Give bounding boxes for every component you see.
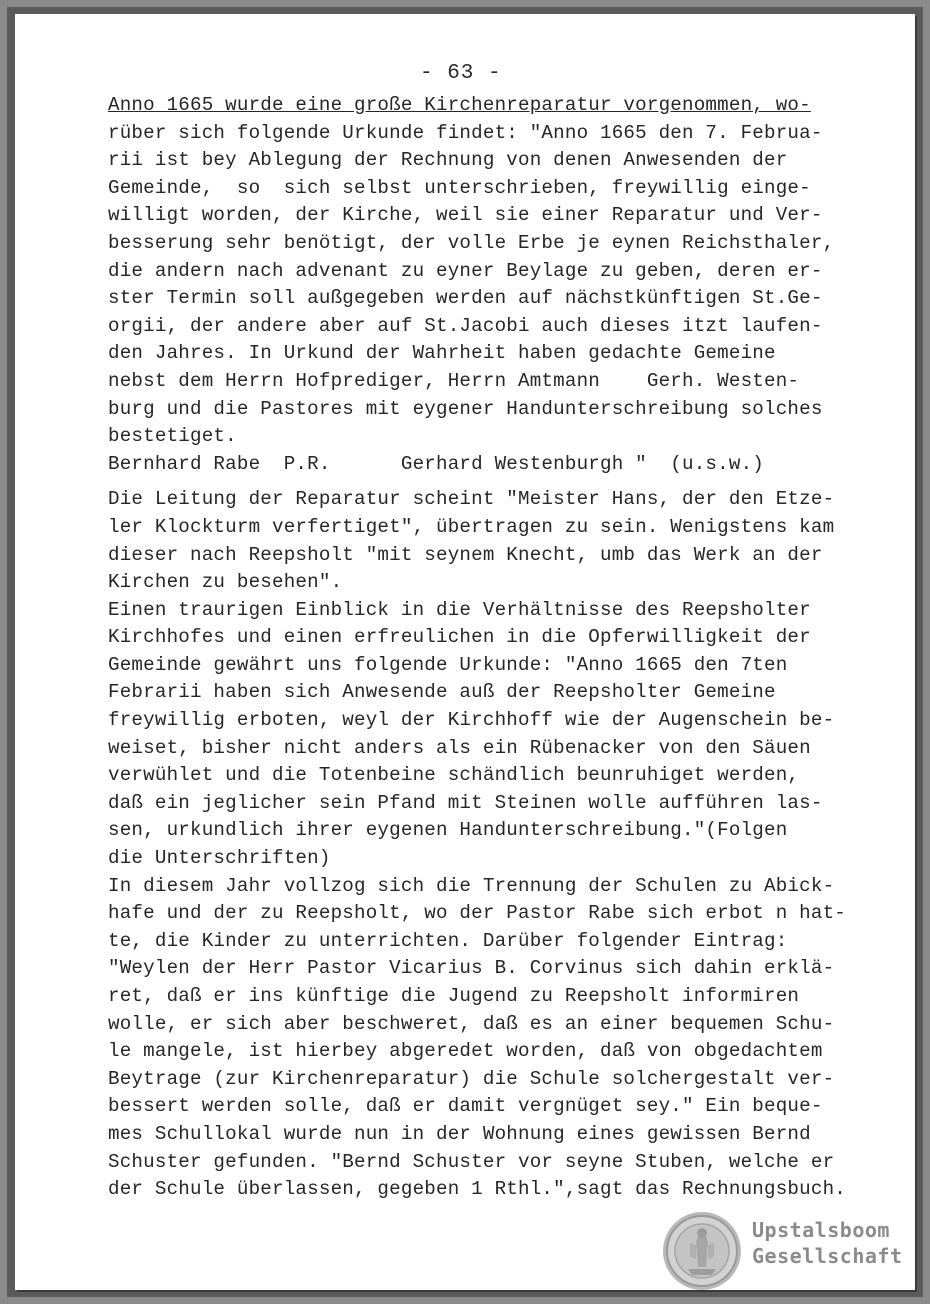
text-line: bestetiget. xyxy=(108,425,237,448)
text-line: wolle, er sich aber beschweret, daß es an einer bequemen Schu- xyxy=(108,1012,835,1035)
text-line: rüber sich folgende Urkunde findet: "Anno 1665 den 7. Februa- xyxy=(108,121,823,144)
text-line: "Weylen der Herr Pastor Vicarius B. Corvinus sich dahin erklä- xyxy=(108,957,835,980)
text-line: ler Klockturm verfertiget", übertragen zu sein. Wenigstens kam xyxy=(108,515,835,538)
text-line: burg und die Pastores mit eygener Handunterschreibung solches xyxy=(108,397,823,420)
text-line: die andern nach advenant zu eyner Beylage zu geben, deren er- xyxy=(108,259,823,282)
text-line: Anno 1665 wurde eine große Kirchenreparatur vorgenommen, wo- xyxy=(108,94,811,116)
text-line: Gemeinde, so sich selbst unterschrieben, freywillig einge- xyxy=(108,176,811,199)
text-line: orgii, der andere aber auf St.Jacobi auch dieses itzt laufen- xyxy=(108,314,823,337)
text-line: te, die Kinder zu unterrichten. Darüber folgender Eintrag: xyxy=(108,929,788,952)
society-seal-icon xyxy=(662,1211,742,1291)
brand-line-1: Upstalsboom xyxy=(752,1218,890,1242)
text-line: ret, daß er ins künftige die Jugend zu Reepsholt informiren xyxy=(108,985,800,1007)
text-line: mes Schullokal wurde nun in der Wohnung eines gewissen Bernd xyxy=(108,1122,811,1145)
text-line: sen, urkundlich ihrer eygenen Handunterschreibung."(Folgen xyxy=(108,819,788,842)
signature-line: Bernhard Rabe P.R. Gerhard Westenburgh " (u.s.w.) xyxy=(108,452,765,475)
text-line: Gemeinde gewährt uns folgende Urkunde: "Anno 1665 den 7ten xyxy=(108,653,788,676)
text-line: der Schule überlassen, gegeben 1 Rthl.",sagt das Rechnungsbuch. xyxy=(108,1178,847,1201)
text-line: Kirchhofes und einen erfreulichen in die Opferwilligkeit der xyxy=(108,626,811,649)
text-line: In diesem Jahr vollzog sich die Trennung der Schulen zu Abick- xyxy=(108,874,835,897)
text-line: hafe und der zu Reepsholt, wo der Pastor Rabe sich erbot n hat- xyxy=(108,902,847,925)
text-line: willigt worden, der Kirche, weil sie einer Reparatur und Ver- xyxy=(108,204,823,227)
text-line: verwühlet und die Totenbeine schändlich beunruhiget werden, xyxy=(108,764,800,787)
text-line: die Unterschriften) xyxy=(108,847,331,870)
document-text xyxy=(108,92,847,1204)
text-line: den Jahres. In Urkund der Wahrheit haben gedachte Gemeine xyxy=(108,342,776,365)
brand-line-2: Gesellschaft xyxy=(752,1244,903,1268)
text-line: Schuster gefunden. "Bernd Schuster vor seyne Stuben, welche er xyxy=(108,1150,835,1173)
text-line: besserung sehr benötigt, der volle Erbe je eynen Reichsthaler, xyxy=(108,231,835,254)
text-line: nebst dem Herrn Hofprediger, Herrn Amtmann Gerh. Westen- xyxy=(108,369,800,392)
text-line: freywillig erboten, weyl der Kirchhoff wie der Augenschein be- xyxy=(108,709,835,732)
text-line: Kirchen zu besehen". xyxy=(108,571,343,594)
text-line: Einen traurigen Einblick in die Verhältnisse des Reepsholter xyxy=(108,598,811,621)
page-number: - 63 - xyxy=(420,62,502,85)
document-page xyxy=(15,14,915,1290)
text-line: rii ist bey Ablegung der Rechnung von denen Anwesenden der xyxy=(108,149,788,172)
text-line: le mangele, ist hierbey abgeredet worden, daß von obgedachtem xyxy=(108,1040,823,1063)
text-line: dieser nach Reepsholt "mit seynem Knecht, umb das Werk an der xyxy=(108,543,823,566)
text-line: Beytrage (zur Kirchenreparatur) die Schule solchergestalt ver- xyxy=(108,1067,835,1090)
text-line: Febrarii haben sich Anwesende auß der Reepsholter Gemeine xyxy=(108,681,776,704)
brand-logo xyxy=(752,1217,903,1269)
text-line: Die Leitung der Reparatur scheint "Meister Hans, der den Etze- xyxy=(108,488,835,511)
text-line: weiset, bisher nicht anders als ein Rübenacker von den Säuen xyxy=(108,736,811,759)
text-line: bessert werden solle, daß er damit vergnüget sey." Ein beque- xyxy=(108,1095,823,1118)
text-line: ster Termin soll außgegeben werden auf nächstkünftigen St.Ge- xyxy=(108,287,823,310)
text-line: daß ein jeglicher sein Pfand mit Steinen wolle aufführen las- xyxy=(108,791,823,814)
